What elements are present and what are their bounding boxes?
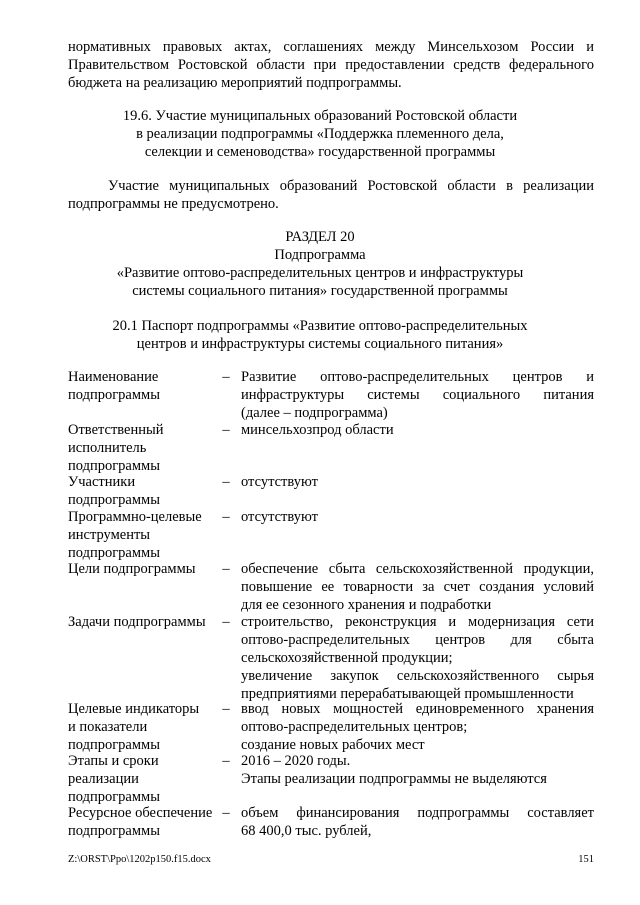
- label-line: подпрограммы: [68, 458, 160, 474]
- value-line: сельскохозяйственной продукции;: [241, 650, 453, 666]
- value-line: минсельхозпрод области: [241, 422, 394, 438]
- label-line: Целевые индикаторы: [68, 701, 200, 717]
- heading-line: селекции и семеноводства» государственной программы: [144, 144, 496, 160]
- paragraph-line: Участие муниципальных образований Ростовской области в реализации: [108, 178, 594, 194]
- section-19-6-heading: [40, 107, 600, 161]
- value-line: строительство, реконструкция и модернизация сети: [241, 614, 594, 630]
- label-line: Цели подпрограммы: [68, 561, 196, 577]
- row-value: [241, 613, 594, 703]
- label-line: Участники: [68, 474, 136, 490]
- footer-file-path: Z:\ORST\Ppo\1202p150.f15.docx: [68, 854, 211, 865]
- value-line: инфраструктуры системы социального питания: [241, 387, 594, 403]
- row-value: [241, 560, 594, 614]
- value-line: отсутствуют: [241, 509, 318, 525]
- value-line: ввод новых мощностей единовременного хранения: [241, 701, 594, 717]
- value-line: оптово-распределительных центров;: [241, 719, 468, 735]
- section-title-line: системы социального питания» государственной программы: [132, 283, 508, 299]
- label-line: реализации: [68, 771, 139, 787]
- row-dash: –: [222, 561, 230, 577]
- value-line: для ее сезонного хранения и подработки: [241, 597, 492, 613]
- row-label: [68, 368, 218, 404]
- value-line: создание новых рабочих мест: [241, 737, 425, 753]
- heading-line: 20.1 Паспорт подпрограммы «Развитие оптово-распределительных: [112, 318, 528, 334]
- paragraph-line: подпрограммы не предусмотрено.: [68, 196, 279, 212]
- row-label: [68, 613, 218, 631]
- row-value: [241, 368, 594, 422]
- intro-line-3: бюджета на реализацию мероприятий подпрограммы.: [68, 75, 402, 91]
- heading-line: в реализации подпрограммы «Поддержка племенного дела,: [136, 126, 504, 142]
- label-line: Задачи подпрограммы: [68, 614, 206, 630]
- row-value: [241, 473, 594, 491]
- value-line: оптово-распределительных центров для сбыта: [241, 632, 594, 648]
- row-dash: –: [222, 509, 230, 525]
- value-line: 2016 – 2020 годы.: [241, 753, 351, 769]
- value-line: увеличение закупок сельскохозяйственного сырья: [241, 668, 594, 684]
- label-line: и показатели: [68, 719, 148, 735]
- section-20-heading: [40, 228, 600, 300]
- label-line: подпрограммы: [68, 387, 160, 403]
- value-line: 68 400,0 тыс. рублей,: [241, 823, 372, 839]
- intro-paragraph: [68, 38, 594, 92]
- row-value: [241, 421, 594, 439]
- value-line: Этапы реализации подпрограммы не выделяются: [241, 771, 547, 787]
- label-line: Ресурсное обеспечение: [68, 805, 213, 821]
- row-dash: –: [222, 805, 230, 821]
- section-subtitle: Подпрограмма: [274, 247, 366, 263]
- label-line: подпрограммы: [68, 737, 160, 753]
- label-line: Наименование: [68, 369, 159, 385]
- label-line: подпрограммы: [68, 789, 160, 805]
- row-dash: –: [222, 701, 230, 717]
- label-line: Программно-целевые: [68, 509, 202, 525]
- value-line: отсутствуют: [241, 474, 318, 490]
- passport-heading: [40, 317, 600, 353]
- label-line: Этапы и сроки: [68, 753, 159, 769]
- heading-line: центров и инфраструктуры системы социального питания»: [136, 336, 504, 352]
- row-label: [68, 700, 218, 754]
- section-number: РАЗДЕЛ 20: [285, 229, 355, 245]
- row-label: [68, 508, 218, 562]
- row-value: [241, 804, 594, 840]
- footer-page-number: 151: [578, 854, 594, 865]
- row-label: [68, 804, 218, 840]
- intro-line-2: Правительством Ростовской области при предоставлении средств федерального: [68, 57, 594, 73]
- value-line: объем финансирования подпрограммы составляет: [241, 805, 594, 821]
- row-value: [241, 508, 594, 526]
- label-line: инструменты: [68, 527, 151, 543]
- value-line: предприятиями перерабатывающей промышленности: [241, 686, 574, 702]
- label-line: Ответственный: [68, 422, 164, 438]
- label-line: исполнитель: [68, 440, 147, 456]
- label-line: подпрограммы: [68, 492, 160, 508]
- value-line: повышение ее товарности за счет создания условий: [241, 579, 594, 595]
- row-dash: –: [222, 422, 230, 438]
- row-label: [68, 560, 218, 578]
- label-line: подпрограммы: [68, 823, 160, 839]
- row-label: [68, 752, 218, 806]
- row-label: [68, 473, 218, 509]
- label-line: подпрограммы: [68, 545, 160, 561]
- value-line: Развитие оптово-распределительных центров и: [241, 369, 594, 385]
- row-value: [241, 700, 594, 754]
- heading-line: 19.6. Участие муниципальных образований Ростовской области: [122, 108, 518, 124]
- row-dash: –: [222, 614, 230, 630]
- section-title-line: «Развитие оптово-распределительных центров и инфраструктуры: [116, 265, 524, 281]
- row-dash: –: [222, 369, 230, 385]
- row-value: [241, 752, 594, 788]
- section-19-6-text: [68, 177, 594, 213]
- row-label: [68, 421, 218, 475]
- intro-line-1: нормативных правовых актах, соглашениях между Минсельхозом России и: [68, 39, 594, 55]
- row-dash: –: [222, 753, 230, 769]
- row-dash: –: [222, 474, 230, 490]
- value-line: (далее – подпрограмма): [241, 405, 388, 421]
- value-line: обеспечение сбыта сельскохозяйственной продукции,: [241, 561, 594, 577]
